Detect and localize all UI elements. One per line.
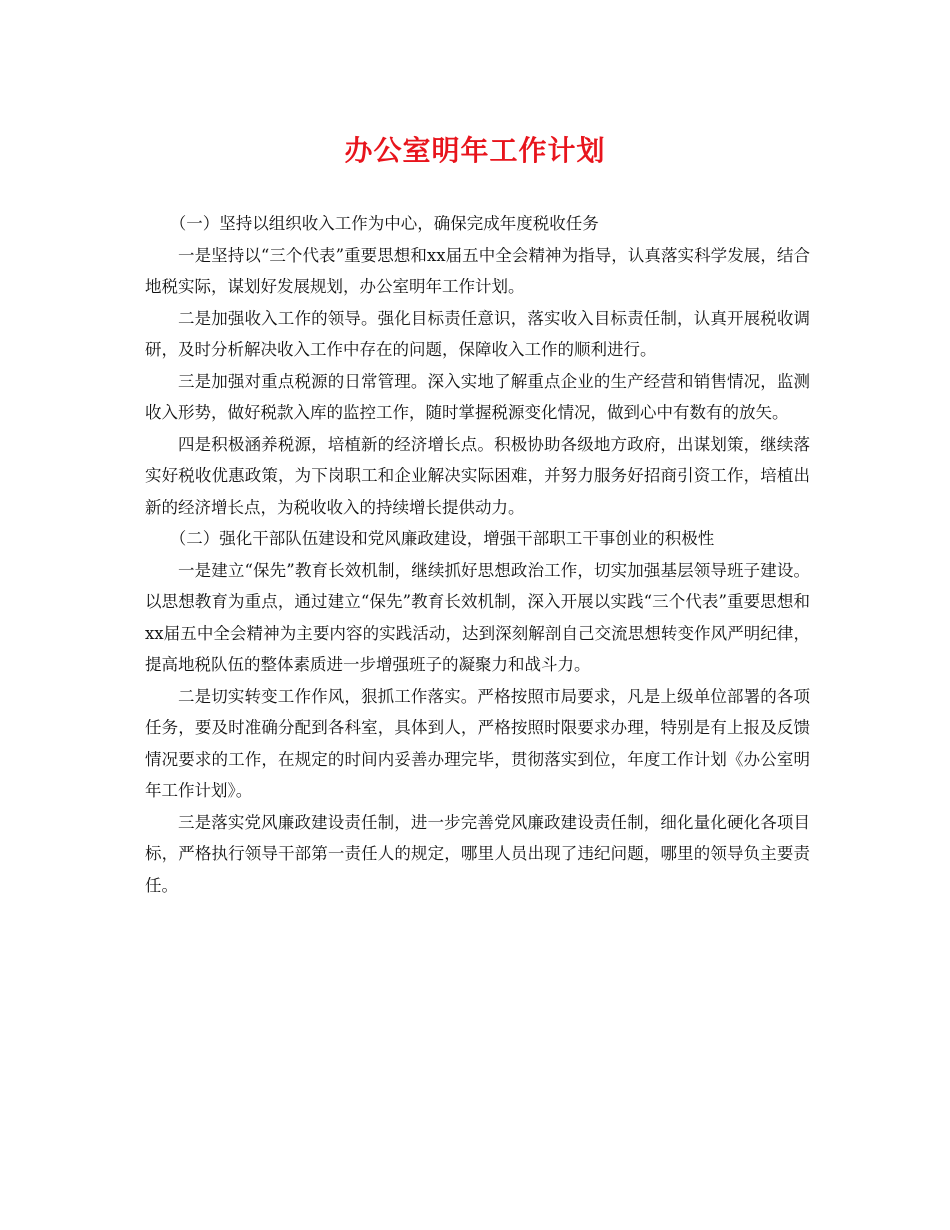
paragraph: 二是切实转变工作作风，狠抓工作落实。严格按照市局要求，凡是上级单位部署的各项任务，要及时准确分配到各科室，具体到人，严格按照时限要求办理，特别是有上报及反馈情况要求的工作，在规定的时间内妥善办理完毕，贯彻落实到位，年度工作计划《办公室明年工作计划》。 [145, 686, 810, 800]
document-body [145, 208, 810, 901]
paragraph: 二是加强收入工作的领导。强化目标责任意识，落实收入目标责任制，认真开展税收调研，及时分析解决收入工作中存在的问题，保障收入工作的顺利进行。 [145, 308, 810, 359]
paragraph: 四是积极涵养税源，培植新的经济增长点。积极协助各级地方政府，出谋划策，继续落实好税收优惠政策，为下岗职工和企业解决实际困难，并努力服务好招商引资工作，培植出新的经济增长点，为税收收入的持续增长提供动力。 [145, 434, 810, 517]
paragraph: 三是加强对重点税源的日常管理。深入实地了解重点企业的生产经营和销售情况，监测收入形势，做好税款入库的监控工作，随时掌握税源变化情况，做到心中有数有的放矢。 [145, 371, 810, 422]
document-title: 办公室明年工作计划 [344, 134, 606, 167]
paragraph: 一是坚持以“三个代表”重要思想和xx届五中全会精神为指导，认真落实科学发展，结合地税实际，谋划好发展规划，办公室明年工作计划。 [145, 245, 810, 296]
section-heading-1: （一）坚持以组织收入工作为中心，确保完成年度税收任务 [169, 214, 599, 233]
paragraph: 一是建立“保先”教育长效机制，继续抓好思想政治工作，切实加强基层领导班子建设。以思想教育为重点，通过建立“保先”教育长效机制，深入开展以实践“三个代表”重要思想和xx届五中全会精神为主要内容的实践活动，达到深刻解剖自己交流思想转变作风严明纪律，提高地税队伍的整体素质进一步增强班子的凝聚力和战斗力。 [145, 560, 810, 674]
paragraph: 三是落实党风廉政建设责任制，进一步完善党风廉政建设责任制，细化量化硬化各项目标，严格执行领导干部第一责任人的规定，哪里人员出现了违纪问题，哪里的领导负主要责任。 [145, 812, 810, 895]
section-heading-2: （二）强化干部队伍建设和党风廉政建设，增强干部职工干事创业的积极性 [169, 529, 715, 548]
